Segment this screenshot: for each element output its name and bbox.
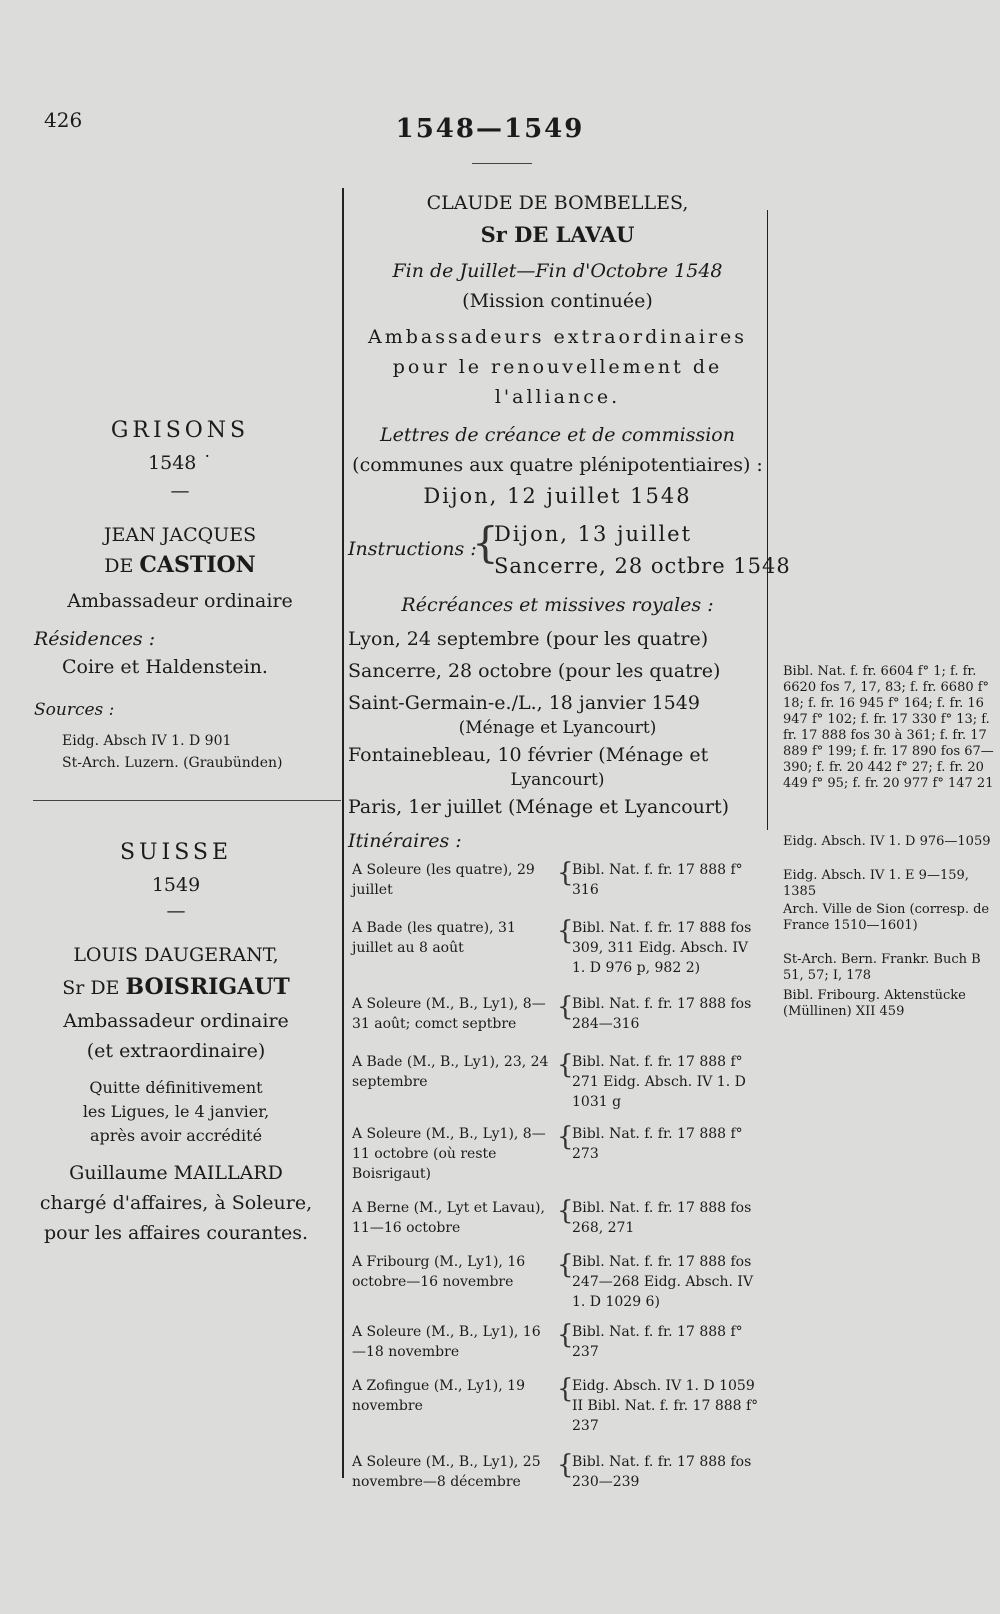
itinerary-refs: Eidg. Absch. IV 1. D 1059 II Bibl. Nat. f. fr. 17 888 f° 237	[572, 1378, 759, 1434]
itinerary-place: A Soleure (M., B., Ly1), 25 novembre—8 décembre	[352, 1454, 541, 1490]
itinerary-refs: Bibl. Nat. f. fr. 17 888 f° 271 Eidg. Absch. IV 1. D 1031 g	[572, 1054, 746, 1110]
suisse-year: 1549	[151, 874, 201, 896]
name-bold: BOISRIGAUT	[125, 974, 290, 1000]
mid-role-2: pour le renouvellement de	[392, 356, 723, 378]
recreance-2: Sancerre, 28 octobre (pour les quatre)	[348, 660, 721, 682]
sources-label: Sources :	[34, 700, 115, 720]
brace: {	[557, 1250, 574, 1280]
itinerary-place: A Soleure (M., B., Ly1), 16—18 novembre	[352, 1324, 541, 1360]
brace: {	[557, 858, 574, 888]
section-divider	[33, 800, 341, 801]
mid-dates: Fin de Juillet—Fin d'Octobre 1548	[392, 260, 723, 282]
mid-role-3: l'alliance.	[494, 386, 621, 408]
mid-mission: (Mission continuée)	[462, 290, 653, 312]
brace: {	[557, 1122, 574, 1152]
brace: {	[557, 1320, 574, 1350]
suisse-heading: SUISSE	[119, 840, 233, 865]
itinerary-place: A Fribourg (M., Ly1), 16 octobre—16 novembre	[352, 1254, 526, 1290]
grisons-name-line2	[30, 552, 330, 578]
suisse-role-2: (et extraordinaire)	[86, 1040, 266, 1062]
right-ref-1: Bibl. Nat. f. fr. 6604 f° 1; f. fr. 6620 fos 7, 17, 83; f. fr. 6680 f° 18; f. fr. 16 945 f° 164; f. fr. 16 947 f° 102; f. fr. 17 330 f° 13; f. fr. 17 888 fos 30 à 361; f. fr. 17 889 f° 199; f. fr. 17 890 fos 67—390; f. fr. 20 442 f° 27; f. fr. 20 449 f° 95; f. fr. 20 977 f° 147 21	[783, 664, 994, 791]
source-2: St-Arch. Luzern. (Graubünden)	[62, 755, 283, 771]
grisons-name-line1: JEAN JACQUES	[103, 524, 257, 546]
recreance-3b: (Ménage et Lyancourt)	[458, 718, 657, 738]
suisse-name-line2	[26, 974, 326, 1000]
right-ref-5: St-Arch. Bern. Frankr. Buch B 51, 57; I, 178	[783, 952, 981, 983]
grisons-role: Ambassadeur ordinaire	[67, 590, 293, 612]
itinerary-place: A Soleure (M., B., Ly1), 8—31 août; comct septbre	[352, 996, 546, 1032]
brace: {	[557, 1374, 574, 1404]
lettres-label: Lettres de créance et de commission	[380, 424, 735, 446]
right-ref-2: Eidg. Absch. IV 1. D 976—1059	[783, 834, 991, 849]
source-1: Eidg. Absch IV 1. D 901	[62, 733, 232, 749]
residences-value: Coire et Haldenstein.	[62, 656, 268, 678]
mid-name-line2: Sr DE LAVAU	[480, 222, 635, 247]
itinerary-refs: Bibl. Nat. f. fr. 17 888 fos 230—239	[572, 1454, 752, 1490]
lettres-note: (communes aux quatre plénipotentiaires) :	[352, 454, 763, 476]
brace: {	[557, 1050, 574, 1080]
instructions-1: Dijon, 13 juillet	[494, 522, 693, 546]
itinerary-place: A Soleure (M., B., Ly1), 8—11 octobre (où reste Boisrigaut)	[352, 1126, 546, 1182]
title-divider	[472, 163, 532, 164]
itinerary-refs: Bibl. Nat. f. fr. 17 888 fos 309, 311 Eidg. Absch. IV 1. D 976 p, 982 2)	[572, 920, 752, 976]
brace: {	[557, 916, 574, 946]
recreance-4: Fontainebleau, 10 février (Ménage et	[348, 744, 709, 766]
instructions-label: Instructions :	[348, 538, 477, 560]
name-bold: CASTION	[139, 552, 256, 578]
brace: {	[557, 1450, 574, 1480]
itinerary-refs: Bibl. Nat. f. fr. 17 888 fos 268, 271	[572, 1200, 752, 1236]
right-ref-6: Bibl. Fribourg. Aktenstücke (Müllinen) XII 459	[783, 988, 966, 1019]
page-title: 1548—1549	[395, 114, 585, 144]
suisse-name-line1: LOUIS DAUGERANT,	[73, 944, 279, 966]
brace: {	[557, 992, 574, 1022]
recreance-1: Lyon, 24 septembre (pour les quatre)	[348, 628, 709, 650]
grisons-heading: GRISONS	[110, 418, 250, 443]
recreance-5: Paris, 1er juillet (Ménage et Lyancourt)	[348, 796, 730, 818]
grisons-dash: —	[170, 480, 190, 502]
itinerary-refs: Bibl. Nat. f. fr. 17 888 f° 316	[572, 862, 743, 898]
residences-label: Résidences :	[34, 628, 156, 650]
itinerary-refs: Bibl. Nat. f. fr. 17 888 f° 273	[572, 1126, 743, 1162]
grisons-year: 1548 ˙	[148, 452, 212, 474]
mid-role-1: Ambassadeurs extraordinaires	[367, 326, 748, 348]
lettres-place: Dijon, 12 juillet 1548	[423, 484, 692, 508]
recreance-3: Saint-Germain-e./L., 18 janvier 1549	[348, 692, 700, 714]
suisse-dash: —	[166, 900, 186, 922]
itinerary-place: A Bade (M., B., Ly1), 23, 24 septembre	[352, 1054, 549, 1090]
right-ref-3: Eidg. Absch. IV 1. E 9—159, 1385	[783, 868, 969, 899]
mid-name-line1: CLAUDE DE BOMBELLES,	[426, 192, 689, 214]
itinerary-place: A Berne (M., Lyt et Lavau), 11—16 octobre	[352, 1200, 545, 1236]
itinerary-place: A Zofingue (M., Ly1), 19 novembre	[352, 1378, 525, 1414]
itinerary-place: A Bade (les quatre), 31 juillet au 8 août	[352, 920, 516, 956]
left-column-rule	[342, 188, 344, 1478]
name-prefix: Sr DE	[62, 977, 126, 999]
instructions-brace: {	[472, 518, 499, 567]
right-ref-4: Arch. Ville de Sion (corresp. de France 1510—1601)	[783, 902, 990, 933]
recreance-4b: Lyancourt)	[510, 770, 605, 790]
itinerary-refs: Bibl. Nat. f. fr. 17 888 f° 237	[572, 1324, 743, 1360]
itinerary-refs: Bibl. Nat. f. fr. 17 888 fos 284—316	[572, 996, 752, 1032]
suisse-role-1: Ambassadeur ordinaire	[63, 1010, 289, 1032]
suisse-note-4: Guillaume MAILLARD	[69, 1162, 283, 1184]
recreances-label: Récréances et missives royales :	[401, 594, 714, 616]
suisse-note-3: après avoir accrédité	[89, 1126, 263, 1145]
itineraires-label: Itinéraires :	[348, 830, 462, 852]
suisse-note-1: Quitte définitivement	[89, 1078, 263, 1097]
name-prefix: DE	[104, 555, 140, 577]
page-number: 426	[44, 108, 83, 132]
suisse-note-5: chargé d'affaires, à Soleure,	[39, 1192, 313, 1214]
itinerary-place: A Soleure (les quatre), 29 juillet	[352, 862, 535, 898]
brace: {	[557, 1196, 574, 1226]
suisse-note-2: les Ligues, le 4 janvier,	[82, 1102, 270, 1121]
itinerary-refs: Bibl. Nat. f. fr. 17 888 fos 247—268 Eidg. Absch. IV 1. D 1029 6)	[572, 1254, 754, 1310]
instructions-2: Sancerre, 28 octbre 1548	[494, 554, 791, 578]
suisse-note-6: pour les affaires courantes.	[43, 1222, 309, 1244]
